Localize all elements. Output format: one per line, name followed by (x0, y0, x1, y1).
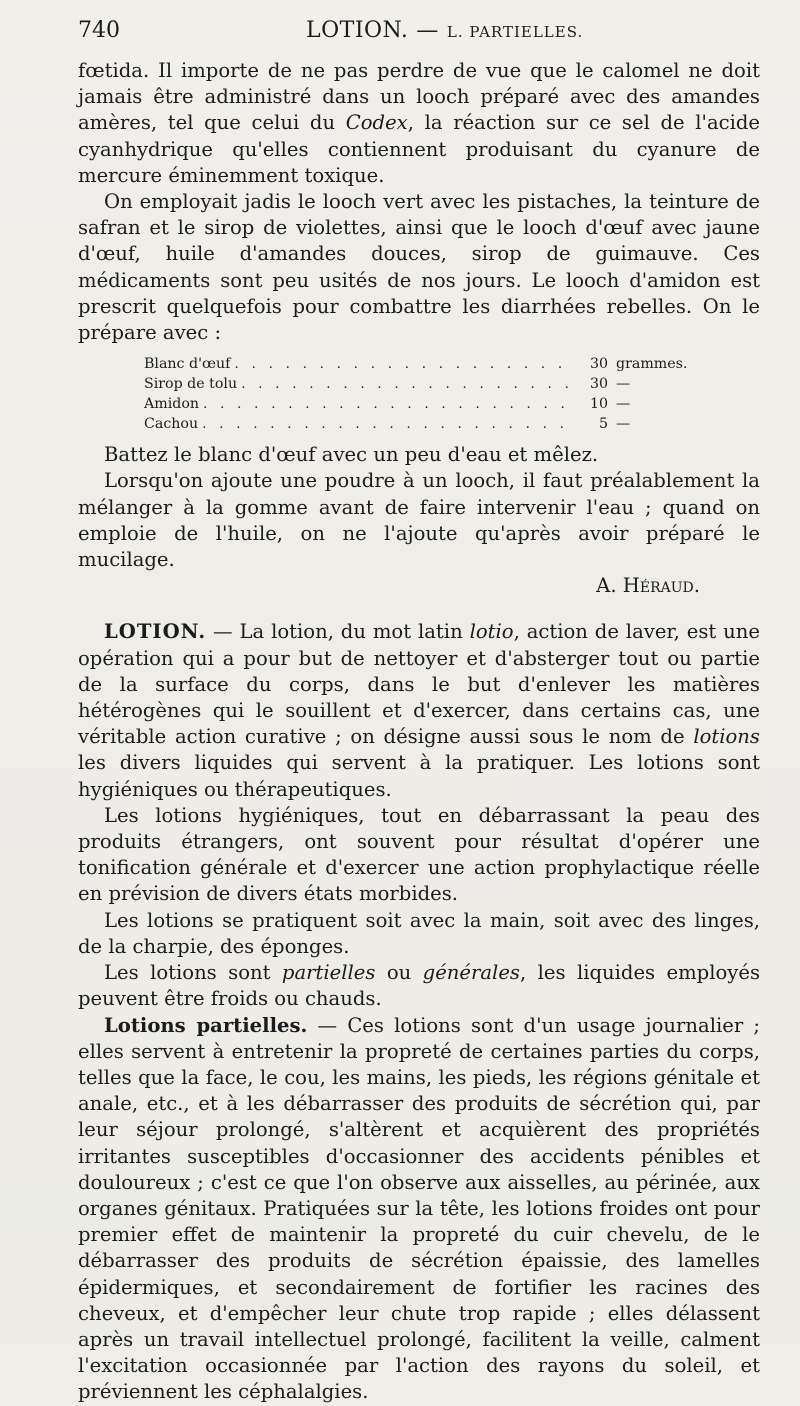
recipe-unit: grammes. (616, 356, 688, 373)
recipe-row (144, 374, 700, 394)
recipe-unit: — (616, 416, 631, 433)
recipe-row (144, 414, 700, 434)
text-run: — La lotion, du mot latin (206, 620, 470, 644)
recipe-quantity: 30 (589, 376, 608, 393)
codex-italic: Codex (345, 111, 408, 135)
text-run: les divers liquides qui servent à la pratiquer. Les lotions sont hygiéniques ou thérapeutiques. (78, 751, 760, 801)
running-title (306, 18, 583, 43)
section-heading-lotions-partielles: Lotions partielles. (104, 1013, 308, 1037)
author-name: A. Héraud. (596, 574, 700, 598)
text-run: — Ces lotions sont d'un usage journalier ; elles servent à entretenir la propreté de certaines parties du corps, telles que la face, le cou, les mains, les pieds, les régions génitale et anale, etc., et à les débarrasser des produits de sécrétion qui, par leur séjour prolongé, s'altèrent et acquièrent des propriétés irritantes susceptibles d'occasionner des accidents pénibles et douloureux ; c'est ce que l'on observe aux aisselles, au périnée, aux organes génitaux. Pratiquées sur la tête, les lotions froides ont pour premier effet de maintenir la propreté du cuir chevelu, de le débarrasser des produits de sécrétion épaissie, des lamelles épidermiques, et secondairement de fortifier les racines des cheveux, et d'empêcher leur chute trop rapide ; elles délassent après un travail intellectuel prolongé, facilitent la veille, calment l'excitation occasionnée par l'action des rayons du soleil, et préviennent les céphalalgies. (78, 1013, 760, 1404)
text-run: , les liquides employés peuvent être froids ou chauds. (78, 961, 760, 1011)
leader-dots (234, 354, 570, 374)
recipe-ingredient: Blanc d'œuf (144, 356, 231, 373)
recipe-quantity: 5 (598, 416, 608, 433)
paragraph-partielles-generales (78, 960, 760, 1012)
recipe-ingredient: Cachou (144, 416, 199, 433)
paragraph-looch-variants: On employait jadis le looch vert avec les pistaches, la teinture de safran et le sirop de violettes, ainsi que le looch d'œuf avec jaune d'œuf, huile d'amandes douces, sirop de guimauve. Ces médicaments sont peu usités de nos jours. Le looch d'amidon est prescrit quelquefois pour combattre les diarrhées rebelles. On le prépare avec : (78, 190, 760, 345)
paragraph-lotion-definition (78, 619, 760, 802)
paragraph-battez: Battez le blanc d'œuf avec un peu d'eau et mêlez. (104, 443, 599, 467)
text-run: ou (375, 961, 423, 985)
body-text (78, 58, 760, 1406)
paragraph-pratiquent: Les lotions se pratiquent soit avec la main, soit avec des linges, de la charpie, des éponges. (78, 908, 760, 958)
paragraph-looch-calomel (78, 58, 760, 189)
page-number: 740 (78, 18, 120, 43)
recipe-ingredient: Sirop de tolu (144, 376, 238, 393)
leader-dots (241, 374, 570, 394)
recipe-unit: — (616, 376, 631, 393)
recipe-quantity: 10 (589, 396, 608, 413)
text-run: fœtida. Il importe de ne pas perdre de vue que le calomel ne doit jamais être administré dans un looch préparé avec des amandes amères, tel que celui du (78, 59, 760, 135)
paragraph-hygieniques: Les lotions hygiéniques, tout en débarrassant la peau des produits étrangers, ont souvent pour résultat d'opérer une tonification générale et d'exercer une action prophylactique réelle en prévision de divers états morbides. (78, 803, 760, 906)
running-header (78, 18, 760, 50)
generales-italic: générales (422, 961, 520, 985)
running-title-main: LOTION. (306, 18, 409, 43)
recipe-unit: — (616, 396, 631, 413)
recipe-list (144, 354, 700, 434)
partielles-italic: partielles (281, 961, 376, 985)
leader-dots (203, 394, 570, 414)
running-title-dash: — (416, 18, 439, 43)
lotions-italic: lotions (693, 725, 760, 749)
text-run: Les lotions sont (104, 961, 282, 985)
leader-dots (202, 414, 570, 434)
running-title-sub: L. PARTIELLES. (446, 23, 584, 41)
text-run: , action de laver, est une opération qui a pour but de nettoyer et d'absterger tout ou partie de la surface du corps, dans le but d'enlever les matières hétérogènes qui le souillent et d'exercer, dans certains cas, une véritable action curative ; on désigne aussi sous le nom de (78, 620, 760, 749)
recipe-quantity: 30 (589, 356, 608, 373)
recipe-row (144, 394, 700, 414)
text-run: , la réaction sur ce sel de l'acide cyanhydrique qu'elles contiennent produisant du cyanure de mercure éminemment toxique. (78, 111, 760, 187)
author-signature (78, 573, 760, 599)
paragraph-poudre: Lorsqu'on ajoute une poudre à un looch, il faut préalablement la mélanger à la gomme avant de faire intervenir l'eau ; quand on emploie de l'huile, on ne l'ajoute qu'après avoir préparé le mucilage. (78, 469, 760, 572)
latin-term-italic: lotio (469, 620, 514, 644)
recipe-row (144, 354, 700, 374)
entry-heading-lotion: LOTION. (104, 620, 207, 644)
recipe-ingredient: Amidon (144, 396, 199, 413)
paragraph-lotions-partielles (78, 1013, 760, 1406)
